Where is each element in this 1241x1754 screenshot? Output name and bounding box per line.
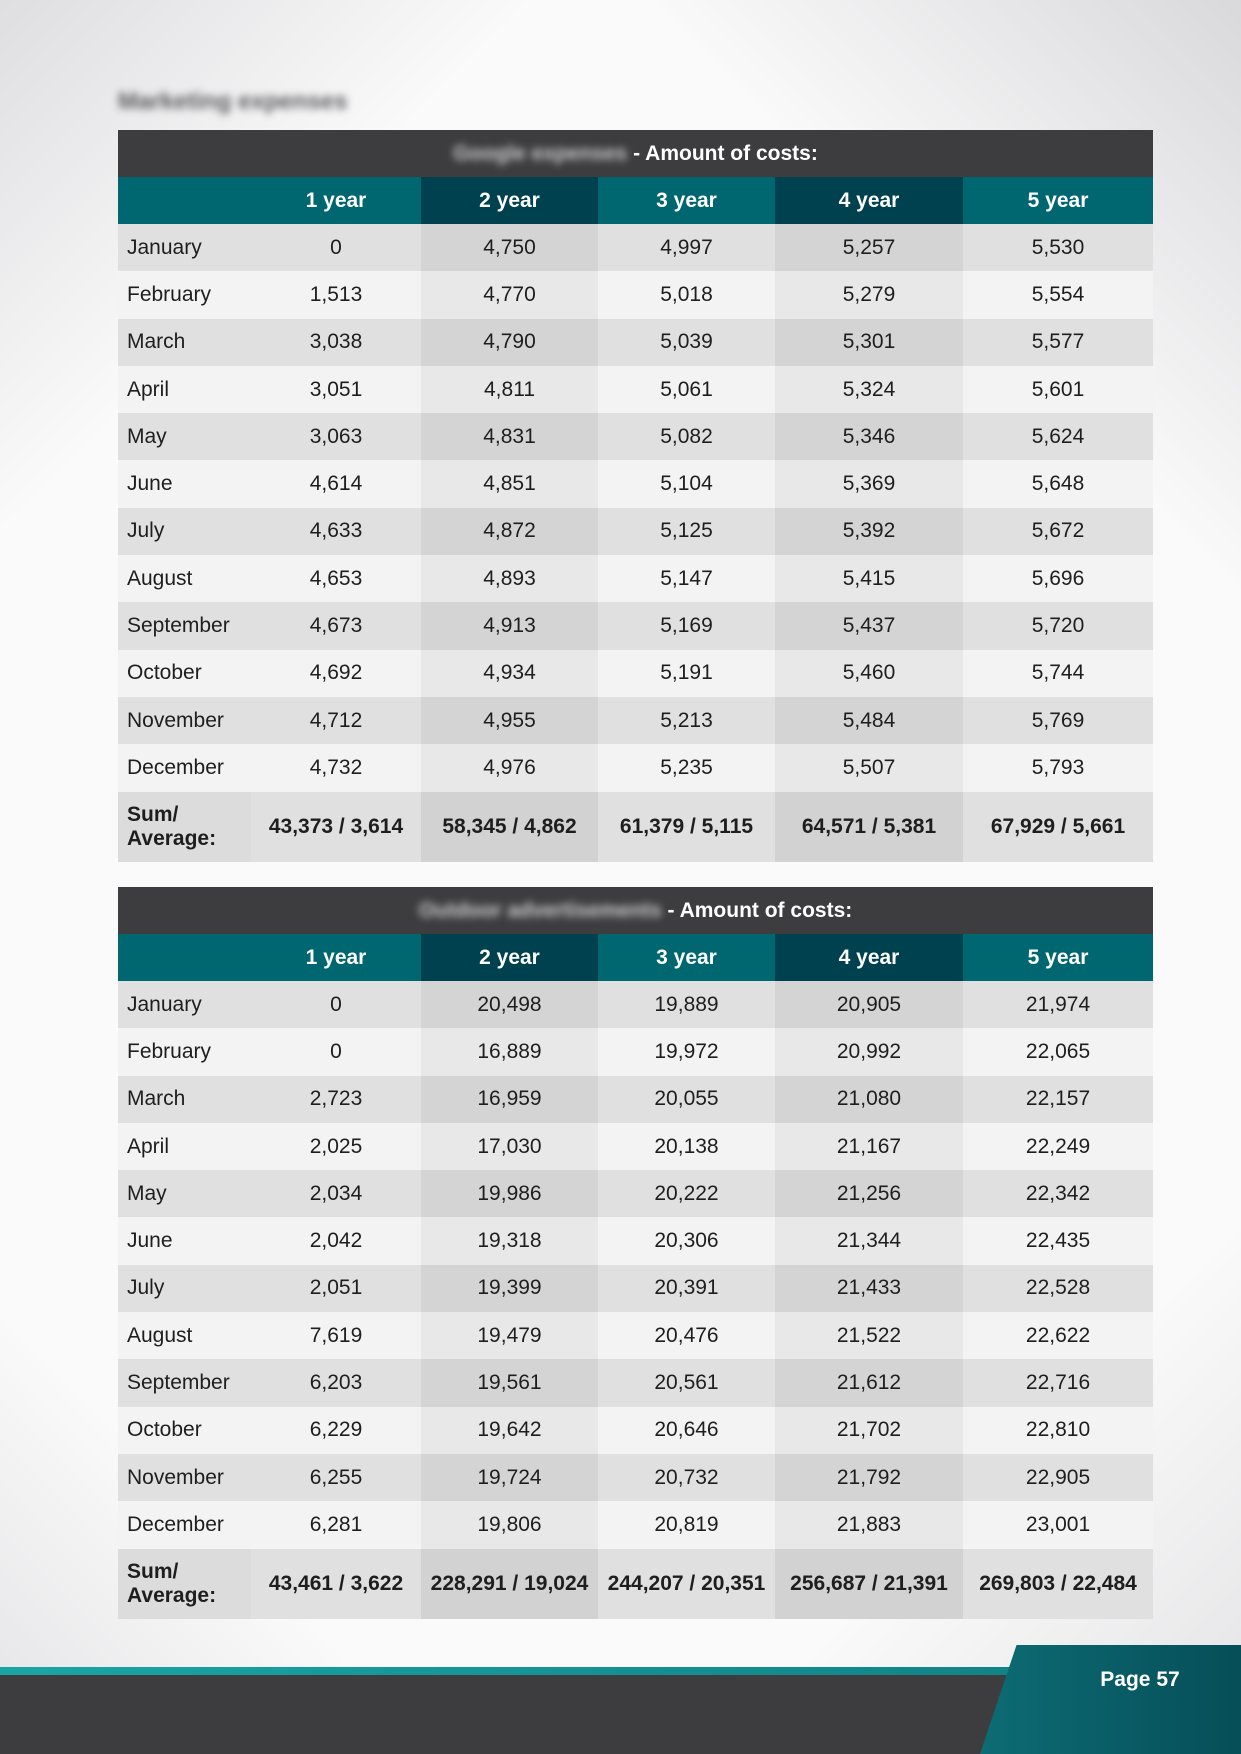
value-cell-year-3: 20,819 [598,1501,775,1548]
value-cell-year-4: 20,905 [775,981,963,1028]
month-cell: December [118,744,251,791]
sum-average-year-1: 43,461 / 3,622 [251,1549,421,1619]
month-cell: January [118,224,251,271]
table-row [118,1359,1153,1406]
table-row [118,319,1153,366]
month-cell: January [118,981,251,1028]
value-cell-year-2: 17,030 [421,1123,598,1170]
table-title [118,130,1153,177]
table-row [118,1123,1153,1170]
value-cell-year-1: 7,619 [251,1312,421,1359]
table-row [118,650,1153,697]
table-title-blurred: Outdoor advertisements [418,898,662,922]
value-cell-year-1: 2,723 [251,1076,421,1123]
value-cell-year-4: 21,167 [775,1123,963,1170]
value-cell-year-5: 5,648 [963,460,1153,507]
value-cell-year-2: 4,934 [421,650,598,697]
month-cell: May [118,413,251,460]
value-cell-year-1: 6,229 [251,1407,421,1454]
sum-average-year-4: 64,571 / 5,381 [775,792,963,862]
sum-average-row [118,792,1153,862]
value-cell-year-3: 5,147 [598,555,775,602]
table-row [118,1501,1153,1548]
value-cell-year-4: 5,392 [775,508,963,555]
value-cell-year-3: 5,104 [598,460,775,507]
table-row [118,508,1153,555]
column-header-year-4: 4 year [775,177,963,224]
value-cell-year-5: 5,554 [963,271,1153,318]
sum-average-year-3: 61,379 / 5,115 [598,792,775,862]
month-cell: August [118,1312,251,1359]
value-cell-year-3: 20,306 [598,1217,775,1264]
value-cell-year-3: 19,889 [598,981,775,1028]
month-cell: August [118,555,251,602]
value-cell-year-1: 0 [251,981,421,1028]
value-cell-year-3: 5,082 [598,413,775,460]
value-cell-year-5: 5,696 [963,555,1153,602]
value-cell-year-2: 20,498 [421,981,598,1028]
value-cell-year-2: 19,806 [421,1501,598,1548]
value-cell-year-2: 19,318 [421,1217,598,1264]
value-cell-year-3: 20,055 [598,1076,775,1123]
table-row [118,460,1153,507]
value-cell-year-5: 5,769 [963,697,1153,744]
value-cell-year-3: 5,169 [598,602,775,649]
table-row [118,224,1153,271]
value-cell-year-1: 4,673 [251,602,421,649]
value-cell-year-2: 19,986 [421,1170,598,1217]
table-row [118,555,1153,602]
value-cell-year-1: 3,063 [251,413,421,460]
table-title-suffix: - Amount of costs: [633,141,818,165]
value-cell-year-4: 21,433 [775,1265,963,1312]
table-row [118,1454,1153,1501]
value-cell-year-1: 6,281 [251,1501,421,1548]
column-header-year-5: 5 year [963,934,1153,981]
value-cell-year-4: 5,460 [775,650,963,697]
value-cell-year-4: 5,415 [775,555,963,602]
footer-page-tab [980,1645,1241,1754]
value-cell-year-3: 20,732 [598,1454,775,1501]
month-cell: September [118,602,251,649]
value-cell-year-2: 19,399 [421,1265,598,1312]
column-header-year-2: 2 year [421,934,598,981]
value-cell-year-3: 20,476 [598,1312,775,1359]
table-row [118,366,1153,413]
column-header-year-1: 1 year [251,934,421,981]
value-cell-year-1: 2,042 [251,1217,421,1264]
value-cell-year-1: 4,614 [251,460,421,507]
column-header-year-2: 2 year [421,177,598,224]
table-row [118,413,1153,460]
value-cell-year-1: 4,732 [251,744,421,791]
value-cell-year-2: 4,811 [421,366,598,413]
column-header-month [118,177,251,224]
month-cell: October [118,650,251,697]
month-cell: November [118,697,251,744]
value-cell-year-5: 5,744 [963,650,1153,697]
value-cell-year-4: 21,522 [775,1312,963,1359]
value-cell-year-3: 20,222 [598,1170,775,1217]
table-row [118,271,1153,318]
sum-average-year-4: 256,687 / 21,391 [775,1549,963,1619]
value-cell-year-5: 5,530 [963,224,1153,271]
value-cell-year-1: 0 [251,1028,421,1075]
column-header-year-1: 1 year [251,177,421,224]
value-cell-year-5: 23,001 [963,1501,1153,1548]
value-cell-year-2: 4,750 [421,224,598,271]
month-cell: July [118,1265,251,1312]
sum-average-year-3: 244,207 / 20,351 [598,1549,775,1619]
month-cell: March [118,1076,251,1123]
table-row [118,1217,1153,1264]
section-heading: Marketing expenses [118,88,348,115]
value-cell-year-4: 5,257 [775,224,963,271]
sum-average-year-2: 228,291 / 19,024 [421,1549,598,1619]
sum-average-row [118,1549,1153,1619]
value-cell-year-2: 16,889 [421,1028,598,1075]
value-cell-year-4: 21,344 [775,1217,963,1264]
sum-average-label: Sum/ Average: [118,1549,251,1619]
value-cell-year-4: 5,346 [775,413,963,460]
value-cell-year-5: 5,793 [963,744,1153,791]
sum-average-year-5: 67,929 / 5,661 [963,792,1153,862]
month-cell: April [118,1123,251,1170]
value-cell-year-1: 2,025 [251,1123,421,1170]
month-cell: February [118,1028,251,1075]
table-row [118,602,1153,649]
value-cell-year-1: 2,051 [251,1265,421,1312]
value-cell-year-1: 6,255 [251,1454,421,1501]
value-cell-year-4: 5,369 [775,460,963,507]
month-cell: October [118,1407,251,1454]
value-cell-year-3: 5,018 [598,271,775,318]
value-cell-year-4: 21,080 [775,1076,963,1123]
value-cell-year-5: 22,622 [963,1312,1153,1359]
value-cell-year-2: 4,955 [421,697,598,744]
column-header-year-4: 4 year [775,934,963,981]
value-cell-year-1: 4,633 [251,508,421,555]
value-cell-year-1: 4,692 [251,650,421,697]
value-cell-year-3: 20,138 [598,1123,775,1170]
value-cell-year-5: 5,624 [963,413,1153,460]
month-cell: May [118,1170,251,1217]
value-cell-year-2: 19,561 [421,1359,598,1406]
value-cell-year-2: 4,976 [421,744,598,791]
table-row [118,1170,1153,1217]
value-cell-year-5: 21,974 [963,981,1153,1028]
value-cell-year-5: 22,157 [963,1076,1153,1123]
value-cell-year-1: 0 [251,224,421,271]
table-row [118,697,1153,744]
value-cell-year-3: 5,125 [598,508,775,555]
value-cell-year-3: 5,039 [598,319,775,366]
value-cell-year-4: 21,883 [775,1501,963,1548]
value-cell-year-1: 4,712 [251,697,421,744]
value-cell-year-3: 4,997 [598,224,775,271]
value-cell-year-3: 20,646 [598,1407,775,1454]
value-cell-year-5: 22,528 [963,1265,1153,1312]
value-cell-year-4: 21,612 [775,1359,963,1406]
value-cell-year-4: 21,702 [775,1407,963,1454]
table-row [118,1076,1153,1123]
value-cell-year-4: 21,256 [775,1170,963,1217]
value-cell-year-1: 4,653 [251,555,421,602]
value-cell-year-4: 21,792 [775,1454,963,1501]
column-header-year-5: 5 year [963,177,1153,224]
table-row [118,1312,1153,1359]
value-cell-year-5: 5,720 [963,602,1153,649]
month-cell: June [118,460,251,507]
sum-average-year-5: 269,803 / 22,484 [963,1549,1153,1619]
value-cell-year-5: 22,716 [963,1359,1153,1406]
value-cell-year-5: 5,672 [963,508,1153,555]
google-expenses-table [118,130,1153,862]
month-cell: March [118,319,251,366]
month-cell: November [118,1454,251,1501]
value-cell-year-2: 19,479 [421,1312,598,1359]
value-cell-year-3: 5,061 [598,366,775,413]
value-cell-year-4: 5,484 [775,697,963,744]
value-cell-year-4: 5,279 [775,271,963,318]
sum-average-year-1: 43,373 / 3,614 [251,792,421,862]
value-cell-year-4: 5,301 [775,319,963,366]
value-cell-year-5: 22,249 [963,1123,1153,1170]
value-cell-year-1: 2,034 [251,1170,421,1217]
value-cell-year-2: 4,851 [421,460,598,507]
table-row [118,1265,1153,1312]
value-cell-year-4: 20,992 [775,1028,963,1075]
value-cell-year-5: 22,905 [963,1454,1153,1501]
column-header-row [118,177,1153,224]
sum-average-label: Sum/ Average: [118,792,251,862]
table-row [118,744,1153,791]
month-cell: April [118,366,251,413]
column-header-year-3: 3 year [598,934,775,981]
value-cell-year-1: 3,038 [251,319,421,366]
table-title-blurred: Google expenses [453,141,628,165]
value-cell-year-2: 4,790 [421,319,598,366]
value-cell-year-5: 22,435 [963,1217,1153,1264]
value-cell-year-2: 16,959 [421,1076,598,1123]
value-cell-year-5: 22,342 [963,1170,1153,1217]
value-cell-year-3: 20,391 [598,1265,775,1312]
value-cell-year-2: 4,913 [421,602,598,649]
table-row [118,1407,1153,1454]
page-number: Page 57 [1100,1668,1180,1691]
column-header-row [118,934,1153,981]
value-cell-year-2: 4,831 [421,413,598,460]
value-cell-year-3: 20,561 [598,1359,775,1406]
month-cell: June [118,1217,251,1264]
value-cell-year-1: 1,513 [251,271,421,318]
value-cell-year-2: 19,724 [421,1454,598,1501]
value-cell-year-5: 22,810 [963,1407,1153,1454]
month-cell: July [118,508,251,555]
value-cell-year-3: 5,191 [598,650,775,697]
month-cell: February [118,271,251,318]
value-cell-year-4: 5,437 [775,602,963,649]
value-cell-year-3: 5,213 [598,697,775,744]
month-cell: September [118,1359,251,1406]
sum-average-year-2: 58,345 / 4,862 [421,792,598,862]
column-header-month [118,934,251,981]
table-row [118,1028,1153,1075]
value-cell-year-4: 5,324 [775,366,963,413]
column-header-year-3: 3 year [598,177,775,224]
value-cell-year-3: 19,972 [598,1028,775,1075]
table-title [118,887,1153,934]
value-cell-year-3: 5,235 [598,744,775,791]
value-cell-year-1: 3,051 [251,366,421,413]
value-cell-year-2: 4,893 [421,555,598,602]
value-cell-year-2: 4,872 [421,508,598,555]
value-cell-year-1: 6,203 [251,1359,421,1406]
table-title-suffix: - Amount of costs: [667,898,853,922]
table-row [118,981,1153,1028]
month-cell: December [118,1501,251,1548]
value-cell-year-4: 5,507 [775,744,963,791]
value-cell-year-5: 22,065 [963,1028,1153,1075]
value-cell-year-2: 19,642 [421,1407,598,1454]
value-cell-year-2: 4,770 [421,271,598,318]
value-cell-year-5: 5,577 [963,319,1153,366]
outdoor-advertisements-table [118,887,1153,1619]
value-cell-year-5: 5,601 [963,366,1153,413]
